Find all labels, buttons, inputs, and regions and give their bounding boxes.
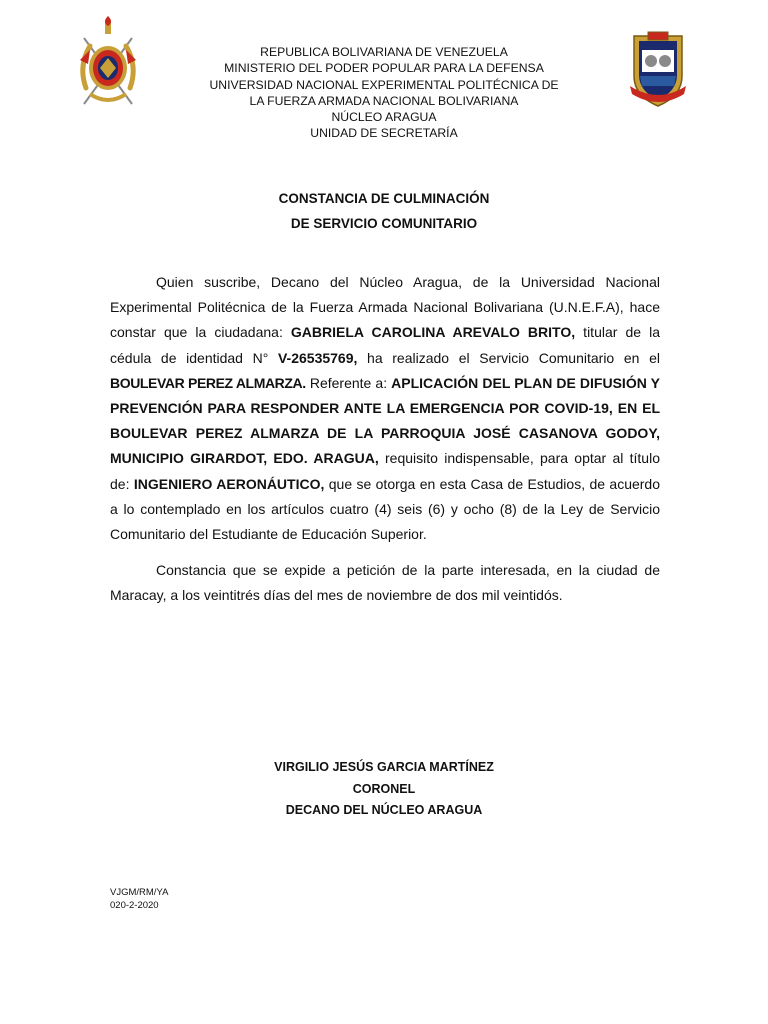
header-line: UNIVERSIDAD NACIONAL EXPERIMENTAL POLITÉCNICA DE <box>209 77 559 92</box>
body-text: Referente a: <box>305 374 392 391</box>
signatory-rank: CORONEL <box>352 781 416 796</box>
body-bold-text: APLICACIÓN DEL PLAN DE DIFUSIÓN Y PREVENCIÓN PARA RESPONDER ANTE LA EMERGENCIA POR COVID-19, EN EL BOULEVAR PEREZ ALMARZA DE LA PARROQUIA JOSÉ CASANOVA GODOY, MUNICIPIO GIRARDOT, EDO. ARAGUA, <box>110 374 660 467</box>
signatory-position: DECANO DEL NÚCLEO ARAGUA <box>285 803 483 817</box>
header-line: UNIDAD DE SECRETARÍA <box>310 126 458 141</box>
title-line: DE SERVICIO COMUNITARIO <box>290 216 478 231</box>
coat-of-arms-logo <box>76 16 140 110</box>
body-text: requisito indispensable, para optar al título de: <box>110 450 660 492</box>
document-body <box>110 270 660 609</box>
reference-code: 020-2-2020 <box>110 899 159 911</box>
body-bold-text: BOULEVAR PEREZ ALMARZA. <box>110 374 306 391</box>
header-line: NÚCLEO ARAGUA <box>331 110 437 125</box>
unefa-shield-logo <box>628 30 688 110</box>
body-text: titular de la cédula de identidad N° <box>110 324 661 366</box>
title-line: CONSTANCIA DE CULMINACIÓN <box>278 191 490 206</box>
body-bold-text: GABRIELA CAROLINA AREVALO BRITO, <box>290 324 576 341</box>
document-title <box>150 186 618 236</box>
header-line: LA FUERZA ARMADA NACIONAL BOLIVARIANA <box>249 93 519 108</box>
header-line: REPUBLICA BOLIVARIANA DE VENEZUELA <box>260 45 508 59</box>
body-text: Quien suscribe, Decano del Núcleo Aragua, de la Universidad Nacional Experimental Politécnica de la Fuerza Armada Nacional Bolivariana (U.N.E.F.A), hace constar que la ciudadana: <box>110 274 660 341</box>
signature-block <box>150 757 618 822</box>
reference-codes <box>110 887 168 912</box>
body-paragraph-certification <box>110 270 660 547</box>
body-paragraph-issuance: Constancia que se expide a petición de la parte interesada, en la ciudad de Maracay, a los veintitrés días del mes de noviembre de dos mil veintidós. <box>110 562 660 604</box>
body-bold-text: INGENIERO AERONÁUTICO, <box>133 475 325 492</box>
body-text: que se otorga en esta Casa de Estudios, de acuerdo a lo contemplado en los artículos cuatro (4) seis (6) y ocho (8) de la Ley de Servicio Comunitario del Estudiante de Educación Superior. <box>110 475 660 543</box>
body-text: ha realizado el Servicio Comunitario en el <box>357 349 660 366</box>
header-line: MINISTERIO DEL PODER POPULAR PARA LA DEFENSA <box>224 61 544 76</box>
reference-initials: VJGM/RM/YA <box>110 887 169 898</box>
institution-header <box>180 44 588 142</box>
body-bold-text: V-26535769, <box>277 349 358 366</box>
signatory-name: VIRGILIO JESÚS GARCIA MARTÍNEZ <box>274 760 494 774</box>
